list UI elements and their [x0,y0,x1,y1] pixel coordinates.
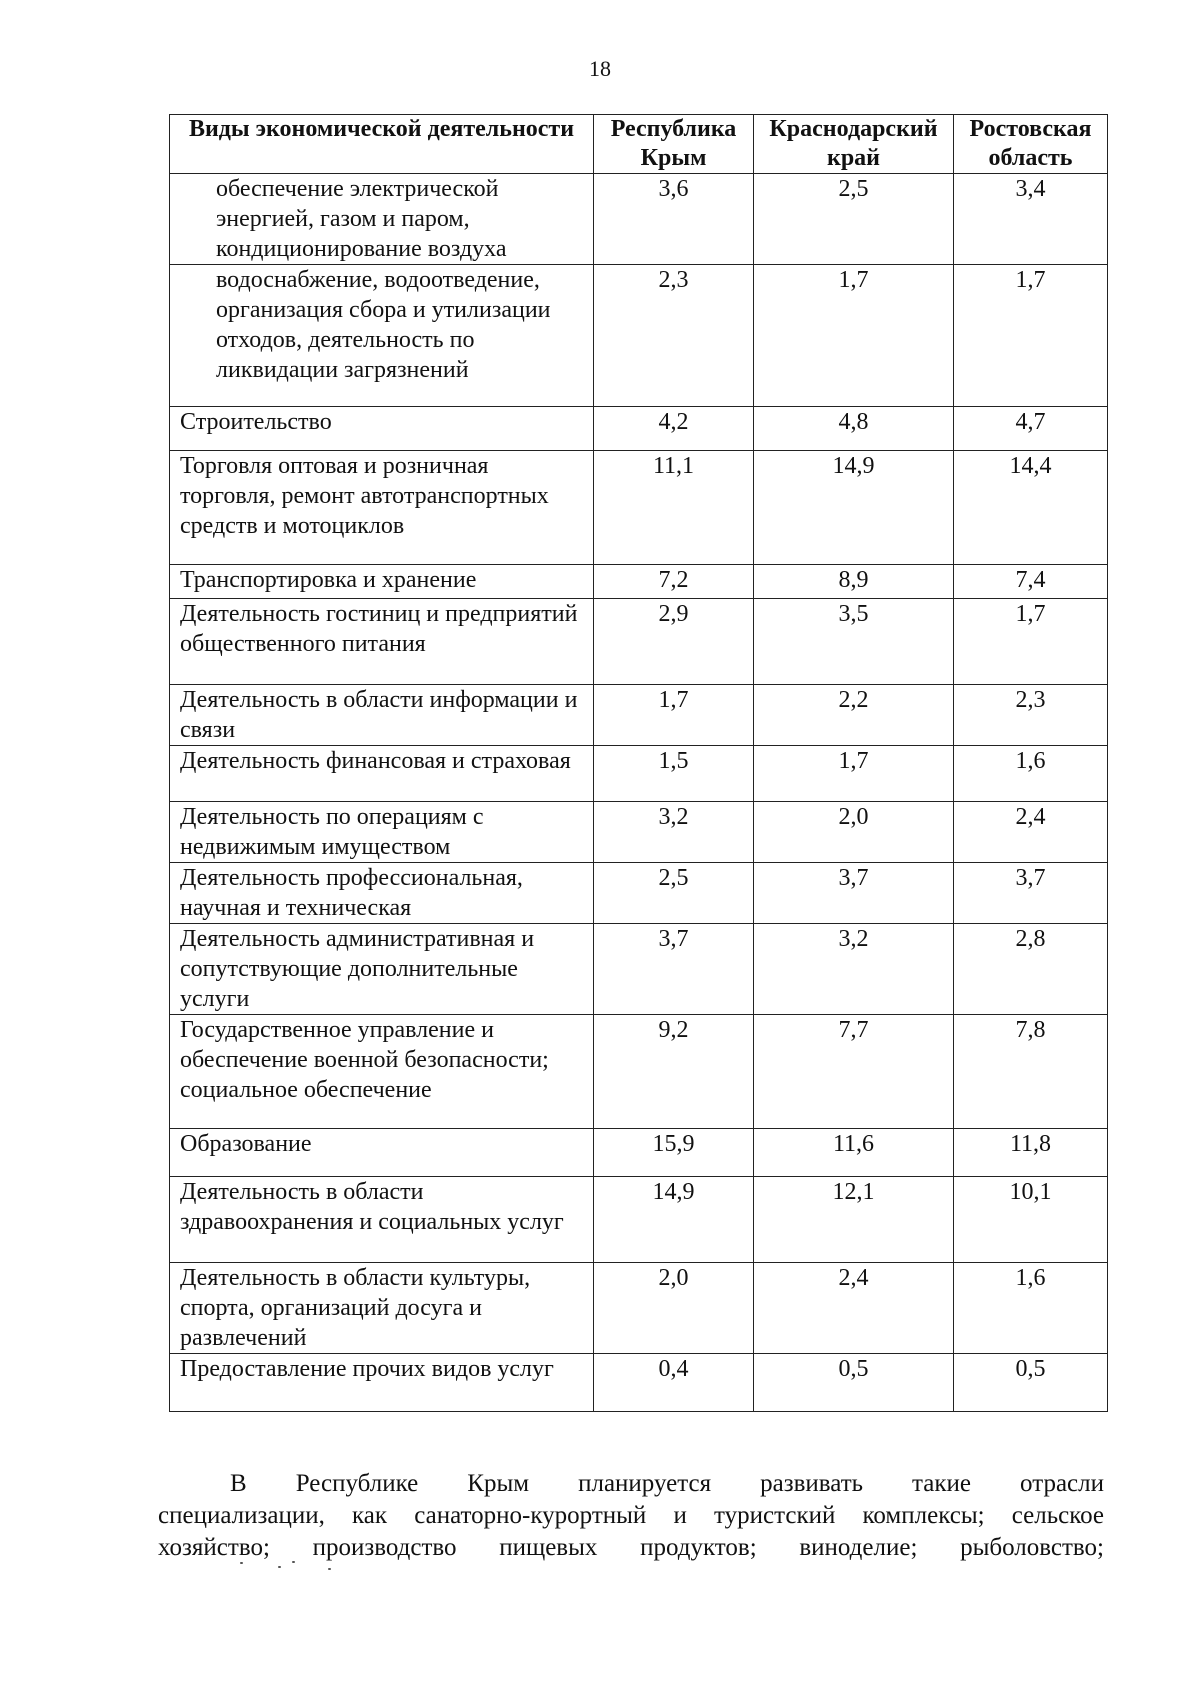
crimea-value-cell [594,1129,754,1177]
activity-cell: Торговля оптовая и розничная торговля, ремонт автотранспортных средств и мотоциклов [170,451,594,565]
rostov-value-cell [954,1129,1108,1177]
rostov-value-cell [954,924,1108,1015]
value-text: 3,5 [838,601,869,627]
value-text: 1,6 [1015,1265,1046,1291]
activity-cell: водоснабжение, водоотведение, организация сбора и утилизации отходов, деятельность по ликвидации загрязнений [170,265,594,407]
activity-cell: Деятельность в области культуры, спорта, организаций досуга и развлечений [170,1263,594,1354]
value-text: 7,2 [658,567,689,593]
krasnodar-value-cell [754,174,954,265]
krasnodar-value-cell [754,565,954,599]
table-row [170,802,1108,863]
krasnodar-value-cell [754,265,954,407]
value-text: 1,6 [1015,748,1046,774]
table-row [170,1177,1108,1263]
paragraph-line: В Республике Крым планируется развивать такие отрасли [230,1470,1104,1497]
rostov-value-cell [954,1263,1108,1354]
rostov-value-cell [954,174,1108,265]
value-text: 4,2 [658,409,689,435]
crimea-value-cell [594,451,754,565]
activity-cell: Деятельность финансовая и страховая [170,746,594,802]
value-text: 3,7 [1015,865,1046,891]
krasnodar-value-cell [754,1129,954,1177]
paragraph-line: хозяйство; производство пищевых продуктов; виноделие; рыболовство; [158,1534,1104,1561]
value-text: 2,3 [658,267,689,293]
economic-activity-table [169,114,1108,1412]
rostov-value-cell [954,599,1108,685]
value-text: 15,9 [652,1131,695,1157]
krasnodar-value-cell [754,746,954,802]
value-text: 7,7 [838,1017,869,1043]
rostov-value-cell [954,863,1108,924]
crimea-value-cell [594,685,754,746]
value-text: 2,5 [838,176,869,202]
crimea-value-cell [594,802,754,863]
value-text: 7,4 [1015,567,1046,593]
value-text: 0,5 [1015,1356,1046,1382]
value-text: 4,8 [838,409,869,435]
table-header-row [170,115,1108,174]
activity-cell: Деятельность в области информации и связи [170,685,594,746]
value-text: 2,4 [1015,804,1046,830]
rostov-value-cell [954,1015,1108,1129]
table-row [170,599,1108,685]
page-number: 18 [589,56,611,81]
value-text: 12,1 [832,1179,875,1205]
value-text: 1,7 [658,687,689,713]
table-row [170,1129,1108,1177]
value-text: 3,7 [838,865,869,891]
table-row [170,174,1108,265]
value-text: 1,7 [1015,601,1046,627]
table-row [170,265,1108,407]
table-row [170,746,1108,802]
rostov-value-cell [954,451,1108,565]
krasnodar-value-cell [754,1177,954,1263]
rostov-value-cell [954,1354,1108,1412]
krasnodar-value-cell [754,1263,954,1354]
header-krasnodar: Краснодарский край [754,115,954,174]
krasnodar-value-cell [754,685,954,746]
value-text: 8,9 [838,567,869,593]
table-row [170,1354,1108,1412]
krasnodar-value-cell [754,863,954,924]
rostov-value-cell [954,746,1108,802]
rostov-value-cell [954,802,1108,863]
crimea-value-cell [594,863,754,924]
crimea-value-cell [594,1177,754,1263]
value-text: 2,0 [658,1265,689,1291]
value-text: 14,9 [652,1179,695,1205]
rostov-value-cell [954,265,1108,407]
value-text: 4,7 [1015,409,1046,435]
table-row [170,451,1108,565]
value-text: 0,5 [838,1356,869,1382]
value-text: 10,1 [1009,1179,1052,1205]
value-text: 3,2 [658,804,689,830]
krasnodar-value-cell [754,1354,954,1412]
table-row [170,407,1108,451]
value-text: 1,5 [658,748,689,774]
krasnodar-value-cell [754,407,954,451]
value-text: 9,2 [658,1017,689,1043]
value-text: 1,7 [838,748,869,774]
value-text: 2,3 [1015,687,1046,713]
rostov-value-cell [954,1177,1108,1263]
activity-cell: Деятельность в области здравоохранения и социальных услуг [170,1177,594,1263]
crimea-value-cell [594,1263,754,1354]
crimea-value-cell [594,1015,754,1129]
krasnodar-value-cell [754,451,954,565]
value-text: 2,0 [838,804,869,830]
value-text: 2,2 [838,687,869,713]
krasnodar-value-cell [754,599,954,685]
table-row [170,565,1108,599]
activity-cell: Образование [170,1129,594,1177]
value-text: 3,7 [658,926,689,952]
scan-specks [240,1560,360,1580]
body-paragraph [158,1468,1104,1564]
crimea-value-cell [594,746,754,802]
crimea-value-cell [594,265,754,407]
value-text: 11,8 [1009,1131,1052,1157]
krasnodar-value-cell [754,1015,954,1129]
header-rostov: Ростовская область [954,115,1108,174]
crimea-value-cell [594,565,754,599]
crimea-value-cell [594,174,754,265]
header-activity: Виды экономической деятельности [170,115,594,174]
value-text: 2,4 [838,1265,869,1291]
value-text: 2,5 [658,865,689,891]
table-row [170,685,1108,746]
value-text: 2,8 [1015,926,1046,952]
activity-cell: Деятельность профессиональная, научная и техническая [170,863,594,924]
value-text: 1,7 [1015,267,1046,293]
value-text: 2,9 [658,601,689,627]
krasnodar-value-cell [754,802,954,863]
value-text: 14,4 [1009,453,1052,479]
rostov-value-cell [954,407,1108,451]
header-crimea: Республика Крым [594,115,754,174]
crimea-value-cell [594,407,754,451]
activity-cell: Деятельность гостиниц и предприятий общественного питания [170,599,594,685]
crimea-value-cell [594,924,754,1015]
rostov-value-cell [954,565,1108,599]
value-text: 11,1 [652,453,695,479]
value-text: 3,4 [1015,176,1046,202]
activity-cell: Транспортировка и хранение [170,565,594,599]
activity-cell: обеспечение электрической энергией, газом и паром, кондиционирование воздуха [170,174,594,265]
value-text: 14,9 [832,453,875,479]
crimea-value-cell [594,599,754,685]
paragraph-line: специализации, как санаторно-курортный и туристский комплексы; сельское [158,1502,1104,1529]
activity-cell: Деятельность административная и сопутствующие дополнительные услуги [170,924,594,1015]
activity-cell: Государственное управление и обеспечение военной безопасности; социальное обеспечение [170,1015,594,1129]
value-text: 3,2 [838,926,869,952]
crimea-value-cell [594,1354,754,1412]
table-row [170,924,1108,1015]
table-row [170,1263,1108,1354]
activity-cell: Деятельность по операциям с недвижимым имуществом [170,802,594,863]
value-text: 1,7 [838,267,869,293]
krasnodar-value-cell [754,924,954,1015]
rostov-value-cell [954,685,1108,746]
value-text: 3,6 [658,176,689,202]
table-row [170,863,1108,924]
value-text: 0,4 [658,1356,689,1382]
activity-cell: Предоставление прочих видов услуг [170,1354,594,1412]
value-text: 7,8 [1015,1017,1046,1043]
value-text: 11,6 [832,1131,875,1157]
table-row [170,1015,1108,1129]
activity-cell: Строительство [170,407,594,451]
